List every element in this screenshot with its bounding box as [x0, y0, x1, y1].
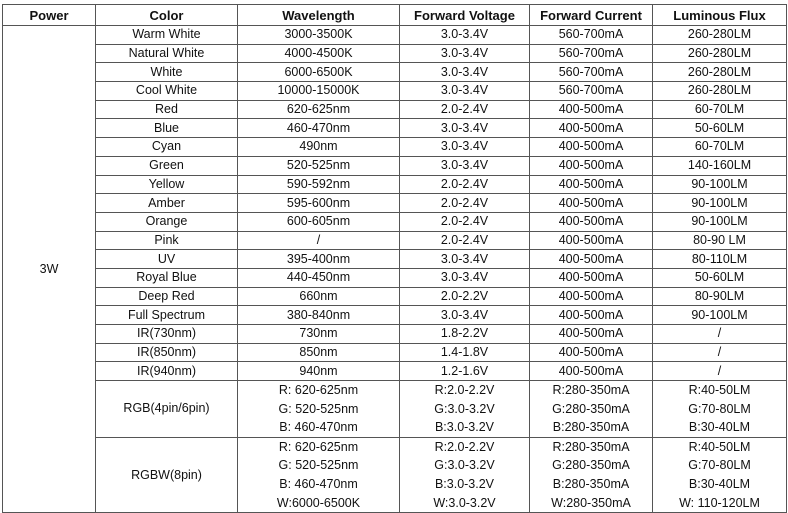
wavelength-cell: 395-400nm	[238, 250, 400, 269]
forward-voltage-cell: 3.0-3.4V	[400, 26, 530, 45]
forward-current-cell: 400-500mA	[530, 250, 653, 269]
rgb-wavelength-cell	[238, 381, 400, 438]
rgbw-wavelength-cell	[238, 437, 400, 512]
forward-voltage-cell: 3.0-3.4V	[400, 268, 530, 287]
wavelength-cell: 460-470nm	[238, 119, 400, 138]
color-cell: IR(940nm)	[96, 362, 238, 381]
forward-current-cell: 400-500mA	[530, 343, 653, 362]
forward-voltage-cell: 2.0-2.2V	[400, 287, 530, 306]
rgb-row	[3, 381, 787, 438]
color-cell: IR(850nm)	[96, 343, 238, 362]
rgb-forward-current-cell	[530, 381, 653, 438]
color-cell: Blue	[96, 119, 238, 138]
rgb-wavelength-line: B: 460-470nm	[279, 420, 358, 435]
rgb-flux-line: B:30-40LM	[688, 420, 751, 435]
rgbw-flux-line: G:70-80LM	[688, 458, 751, 473]
wavelength-cell: 940nm	[238, 362, 400, 381]
rgbw-forward-current-cell	[530, 437, 653, 512]
wavelength-cell: 520-525nm	[238, 156, 400, 175]
forward-voltage-cell: 2.0-2.4V	[400, 212, 530, 231]
forward-current-cell: 400-500mA	[530, 268, 653, 287]
table-row	[3, 82, 787, 101]
forward-current-cell: 400-500mA	[530, 175, 653, 194]
rgbw-voltage-line: R:2.0-2.2V	[434, 439, 495, 454]
rgb-current-line: B:280-350mA	[552, 420, 630, 435]
rgbw-forward-voltage-cell	[400, 437, 530, 512]
forward-voltage-cell: 3.0-3.4V	[400, 82, 530, 101]
table-row	[3, 26, 787, 45]
luminous-flux-cell: 80-90LM	[653, 287, 787, 306]
luminous-flux-cell: 60-70LM	[653, 138, 787, 157]
rgbw-row	[3, 437, 787, 512]
forward-voltage-cell: 3.0-3.4V	[400, 138, 530, 157]
color-cell: UV	[96, 250, 238, 269]
forward-current-cell: 400-500mA	[530, 194, 653, 213]
color-cell: Full Spectrum	[96, 306, 238, 325]
header-luminous-flux: Luminous Flux	[653, 5, 787, 26]
header-power: Power	[3, 5, 96, 26]
forward-current-cell: 400-500mA	[530, 362, 653, 381]
luminous-flux-cell: 90-100LM	[653, 175, 787, 194]
forward-current-cell: 400-500mA	[530, 100, 653, 119]
forward-voltage-cell: 2.0-2.4V	[400, 194, 530, 213]
rgbw-luminous-flux-cell	[653, 437, 787, 512]
rgb-voltage-line: R:2.0-2.2V	[434, 383, 495, 398]
forward-voltage-cell: 3.0-3.4V	[400, 250, 530, 269]
rgb-current-line: R:280-350mA	[552, 383, 630, 398]
header-row	[3, 5, 787, 26]
wavelength-cell: 600-605nm	[238, 212, 400, 231]
header-wavelength: Wavelength	[238, 5, 400, 26]
luminous-flux-cell: 90-100LM	[653, 306, 787, 325]
forward-current-cell: 400-500mA	[530, 231, 653, 250]
rgb-wavelength-line: G: 520-525nm	[278, 401, 359, 416]
color-cell: Red	[96, 100, 238, 119]
rgbw-voltage-line: G:3.0-3.2V	[434, 458, 495, 473]
color-cell: Amber	[96, 194, 238, 213]
luminous-flux-cell: 80-110LM	[653, 250, 787, 269]
wavelength-cell: 730nm	[238, 325, 400, 344]
luminous-flux-cell: 140-160LM	[653, 156, 787, 175]
table-row	[3, 250, 787, 269]
header-forward-voltage: Forward Voltage	[400, 5, 530, 26]
forward-voltage-cell: 3.0-3.4V	[400, 119, 530, 138]
color-cell: Cool White	[96, 82, 238, 101]
forward-current-cell: 400-500mA	[530, 287, 653, 306]
color-cell: Orange	[96, 212, 238, 231]
led-spec-table	[2, 4, 787, 513]
forward-current-cell: 400-500mA	[530, 119, 653, 138]
wavelength-cell: 595-600nm	[238, 194, 400, 213]
rgb-current-line: G:280-350mA	[552, 401, 630, 416]
forward-voltage-cell: 2.0-2.4V	[400, 231, 530, 250]
rgbw-wavelength-line: R: 620-625nm	[278, 439, 359, 454]
luminous-flux-cell: 260-280LM	[653, 44, 787, 63]
table-row	[3, 231, 787, 250]
rgbw-voltage-line: W:3.0-3.2V	[433, 495, 496, 510]
rgb-wavelength-line: R: 620-625nm	[278, 383, 359, 398]
forward-voltage-cell: 1.4-1.8V	[400, 343, 530, 362]
rgb-voltage-line: B:3.0-3.2V	[434, 420, 495, 435]
rgb-voltage-line: G:3.0-3.2V	[434, 401, 495, 416]
forward-voltage-cell: 2.0-2.4V	[400, 175, 530, 194]
forward-current-cell: 400-500mA	[530, 325, 653, 344]
rgbw-flux-line: R:40-50LM	[688, 439, 751, 454]
forward-voltage-cell: 3.0-3.4V	[400, 306, 530, 325]
forward-current-cell: 400-500mA	[530, 212, 653, 231]
wavelength-cell: /	[238, 231, 400, 250]
color-cell: Deep Red	[96, 287, 238, 306]
luminous-flux-cell: 260-280LM	[653, 82, 787, 101]
forward-current-cell: 560-700mA	[530, 63, 653, 82]
rgbw-wavelength-line: B: 460-470nm	[279, 477, 358, 492]
table-row	[3, 287, 787, 306]
luminous-flux-cell: 90-100LM	[653, 194, 787, 213]
wavelength-cell: 850nm	[238, 343, 400, 362]
table-row	[3, 212, 787, 231]
rgb-color-cell: RGB(4pin/6pin)	[96, 381, 238, 438]
forward-current-cell: 400-500mA	[530, 306, 653, 325]
luminous-flux-cell: 90-100LM	[653, 212, 787, 231]
luminous-flux-cell: 60-70LM	[653, 100, 787, 119]
color-cell: Cyan	[96, 138, 238, 157]
table-row	[3, 156, 787, 175]
rgbw-wavelength-line: G: 520-525nm	[278, 458, 359, 473]
forward-voltage-cell: 3.0-3.4V	[400, 63, 530, 82]
rgbw-flux-line: B:30-40LM	[688, 477, 751, 492]
color-cell: Royal Blue	[96, 268, 238, 287]
forward-current-cell: 560-700mA	[530, 26, 653, 45]
table-row	[3, 175, 787, 194]
rgbw-wavelength-line: W:6000-6500K	[276, 495, 361, 510]
wavelength-cell: 440-450nm	[238, 268, 400, 287]
table-row	[3, 325, 787, 344]
wavelength-cell: 490nm	[238, 138, 400, 157]
header-forward-current: Forward Current	[530, 5, 653, 26]
wavelength-cell: 590-592nm	[238, 175, 400, 194]
header-color: Color	[96, 5, 238, 26]
color-cell: Green	[96, 156, 238, 175]
table-row	[3, 138, 787, 157]
color-cell: Yellow	[96, 175, 238, 194]
rgbw-current-line: B:280-350mA	[552, 477, 630, 492]
table-row	[3, 268, 787, 287]
forward-voltage-cell: 3.0-3.4V	[400, 156, 530, 175]
luminous-flux-cell: /	[653, 362, 787, 381]
luminous-flux-cell: 260-280LM	[653, 26, 787, 45]
table-row	[3, 44, 787, 63]
luminous-flux-cell: /	[653, 325, 787, 344]
forward-current-cell: 560-700mA	[530, 82, 653, 101]
table-row	[3, 194, 787, 213]
table-row	[3, 100, 787, 119]
rgbw-color-cell: RGBW(8pin)	[96, 437, 238, 512]
rgbw-voltage-line: B:3.0-3.2V	[434, 477, 495, 492]
wavelength-cell: 4000-4500K	[238, 44, 400, 63]
luminous-flux-cell: 50-60LM	[653, 119, 787, 138]
forward-voltage-cell: 1.2-1.6V	[400, 362, 530, 381]
wavelength-cell: 380-840nm	[238, 306, 400, 325]
wavelength-cell: 620-625nm	[238, 100, 400, 119]
color-cell: IR(730nm)	[96, 325, 238, 344]
rgbw-flux-line: W: 110-120LM	[679, 495, 760, 510]
color-cell: White	[96, 63, 238, 82]
power-cell: 3W	[3, 26, 96, 513]
rgbw-current-line: W:280-350mA	[551, 495, 631, 510]
forward-voltage-cell: 1.8-2.2V	[400, 325, 530, 344]
luminous-flux-cell: /	[653, 343, 787, 362]
luminous-flux-cell: 260-280LM	[653, 63, 787, 82]
wavelength-cell: 3000-3500K	[238, 26, 400, 45]
rgb-luminous-flux-cell	[653, 381, 787, 438]
rgbw-current-line: G:280-350mA	[552, 458, 630, 473]
wavelength-cell: 10000-15000K	[238, 82, 400, 101]
forward-current-cell: 400-500mA	[530, 138, 653, 157]
wavelength-cell: 6000-6500K	[238, 63, 400, 82]
luminous-flux-cell: 50-60LM	[653, 268, 787, 287]
rgb-forward-voltage-cell	[400, 381, 530, 438]
color-cell: Natural White	[96, 44, 238, 63]
table-row	[3, 119, 787, 138]
luminous-flux-cell: 80-90 LM	[653, 231, 787, 250]
forward-current-cell: 560-700mA	[530, 44, 653, 63]
color-cell: Warm White	[96, 26, 238, 45]
table-row	[3, 362, 787, 381]
rgb-flux-line: G:70-80LM	[688, 401, 751, 416]
forward-voltage-cell: 2.0-2.4V	[400, 100, 530, 119]
table-row	[3, 63, 787, 82]
forward-current-cell: 400-500mA	[530, 156, 653, 175]
rgb-flux-line: R:40-50LM	[688, 383, 751, 398]
color-cell: Pink	[96, 231, 238, 250]
table-row	[3, 306, 787, 325]
wavelength-cell: 660nm	[238, 287, 400, 306]
table-row	[3, 343, 787, 362]
forward-voltage-cell: 3.0-3.4V	[400, 44, 530, 63]
rgbw-current-line: R:280-350mA	[552, 439, 630, 454]
